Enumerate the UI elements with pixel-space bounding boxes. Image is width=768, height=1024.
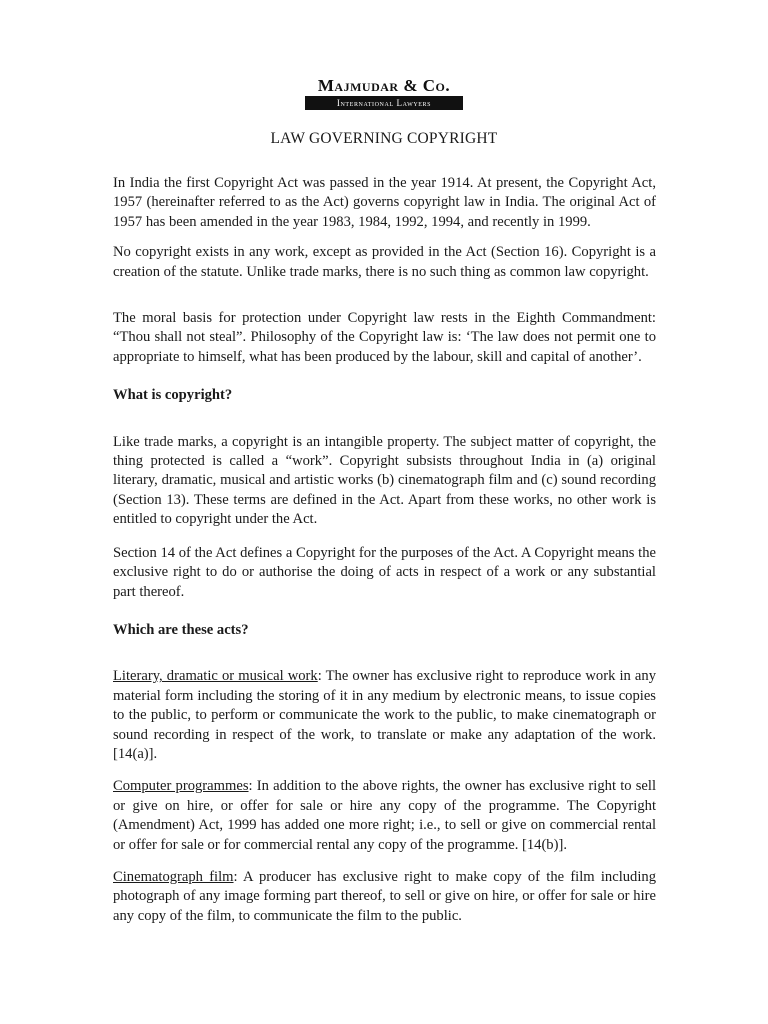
label-cinematograph-film: Cinematograph film [113,868,234,885]
firm-logo [305,76,463,110]
paragraph-moral-basis: The moral basis for protection under Copyright law rests in the Eighth Commandment: “Thou shall not steal”. Philosophy of the Copyright law is: ‘The law does not permit one to appropriate to himself, what has been produced by the labour, skill and capital of another’. [113,310,656,365]
paragraph-literary-work [113,667,656,764]
document-title: LAW GOVERNING COPYRIGHT [270,130,498,147]
paragraph-section-14: Section 14 of the Act defines a Copyright for the purposes of the Act. A Copyright means the exclusive right to do or authorise the doing of acts in respect of a work or any substantial part thereof. [113,544,656,600]
paragraph-intangible-property: Like trade marks, a copyright is an intangible property. The subject matter of copyright, the thing protected is called a “work”. Copyright subsists throughout India in (a) original literary, dramatic, musical and artistic works (b) cinematograph film and (c) sound recording (Section 13). These terms are defined in the Act. Apart from these works, no other work is entitled to copyright under the Act. [113,433,656,528]
logo-tagline: International Lawyers [305,96,463,110]
document-body [113,174,656,926]
paragraph-statute: No copyright exists in any work, except as provided in the Act (Section 16). Copyright is a creation of the statute. Unlike trade marks, there is no such thing as common law copyright. [113,244,656,280]
paragraph-computer-programmes [113,777,656,855]
text-computer-programmes: : In addition to the above rights, the owner has exclusive right to sell or give on hire, or offer for sale or hire any copy of the programme. The Copyright (Amendment) Act, 1999 has added one more right; i.e., to sell or give on commercial rental or offer for sale or for commercial rental any copy of the programme. [14(b)]. [113,778,656,853]
label-computer-programmes: Computer programmes [113,778,249,795]
paragraph-cinematograph-film [113,868,656,926]
paragraph-history: In India the first Copyright Act was passed in the year 1914. At present, the Copyright Act, 1957 (hereinafter referred to as the Act) governs copyright law in India. The original Act of 1957 has been amended in the year 1983, 1984, 1992, 1994, and recently in 1999. [113,175,656,230]
heading-what-is-copyright: What is copyright? [113,387,233,404]
label-literary-work: Literary, dramatic or musical work [113,668,318,685]
heading-which-acts: Which are these acts? [113,621,249,638]
text-literary-work: : The owner has exclusive right to reproduce work in any material form including the storing of it in any medium by electronic means, to issue copies to the public, to perform or communicate the work to the public, to make cinematograph or sound recording in respect of the work, to translate or make any adaptation of the work. [14(a)]. [113,668,657,762]
text-cinematograph-film: : A producer has exclusive right to make copy of the film including photograph of any image forming part thereof, to sell or give on hire, or offer for sale or hire any copy of the film, to communicate the film to the public. [113,868,656,924]
logo-firm-name: Majmudar & Co. [317,76,451,95]
